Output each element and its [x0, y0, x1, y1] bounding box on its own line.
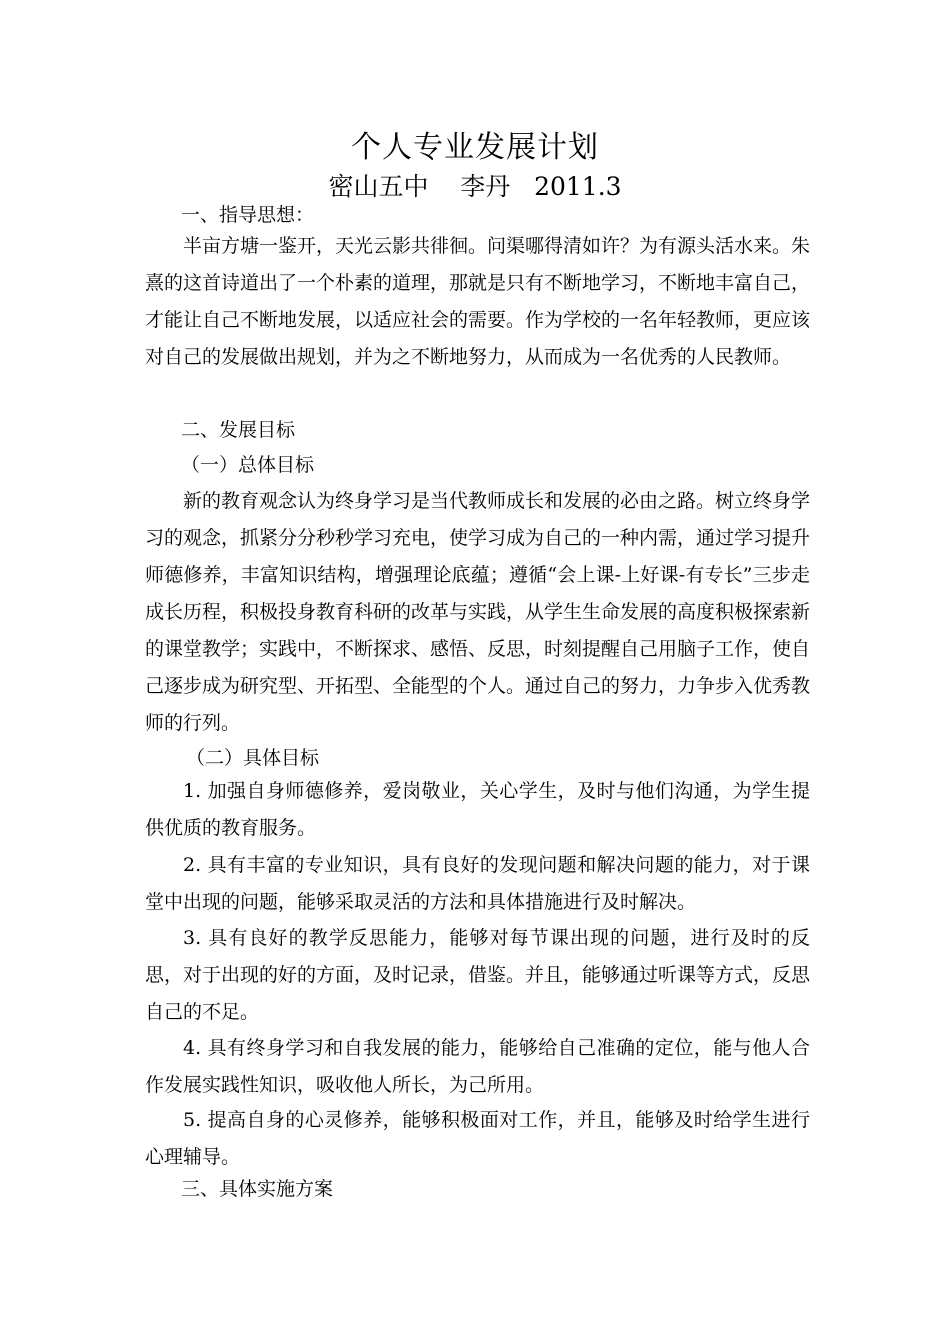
- section-heading-goals: 二、发展目标: [181, 419, 296, 441]
- goal-item-2: 2. 具有丰富的专业知识，具有良好的发现问题和解决问题的能力，对于课堂中出现的问题，能够采取灵活的方法和具体措施进行及时解决。: [145, 854, 810, 913]
- goal-item-5: 5. 提高自身的心灵修养，能够积极面对工作，并且，能够及时给学生进行心理辅导。: [145, 1109, 810, 1168]
- goal-item-1: 1. 加强自身师德修养，爱岗敬业，关心学生，及时与他们沟通，为学生提供优质的教育服务。: [145, 780, 810, 839]
- subsection-heading-overall-goal: （一）总体目标: [181, 454, 315, 476]
- document-title: 个人专业发展计划: [351, 130, 599, 165]
- guiding-thought-paragraph: 半亩方塘一鉴开，天光云影共徘徊。问渠哪得清如许？为有源头活水来。朱熹的这首诗道出了一个朴素的道理，那就是只有不断地学习，不断地丰富自己，才能让自己不断地发展，以适应社会的需要。作为学校的一名年轻教师，更应该对自己的发展做出规划，并为之不断地努力，从而成为一名优秀的人民教师。: [145, 235, 811, 368]
- subsection-heading-specific-goals: （二）具体目标: [186, 747, 320, 769]
- goal-item-4: 4. 具有终身学习和自我发展的能力，能够给自己准确的定位，能与他人合作发展实践性知识，吸收他人所长，为己所用。: [145, 1037, 810, 1096]
- author-line: 密山五中 李丹 2011.3: [328, 172, 622, 201]
- overall-goal-paragraph: 新的教育观念认为终身学习是当代教师成长和发展的必由之路。树立终身学习的观念，抓紧分分秒秒学习充电，使学习成为自己的一种内需，通过学习提升师德修养，丰富知识结构，增强理论底蕴；遵循“会上课-上好课-有专长”三步走成长历程，积极投身教育科研的改革与实践，从学生生命发展的高度积极探索新的课堂教学；实践中，不断探求、感悟、反思，时刻提醒自己用脑子工作，使自己逐步成为研究型、开拓型、全能型的个人。通过自己的努力，力争步入优秀教师的行列。: [145, 490, 811, 734]
- section-heading-guiding-thought: 一、指导思想：: [181, 204, 315, 226]
- section-heading-implementation: 三、具体实施方案: [181, 1178, 334, 1200]
- goal-item-3: 3. 具有良好的教学反思能力，能够对每节课出现的问题，进行及时的反思，对于出现的好的方面，及时记录，借鉴。并且，能够通过听课等方式，反思自己的不足。: [145, 927, 811, 1023]
